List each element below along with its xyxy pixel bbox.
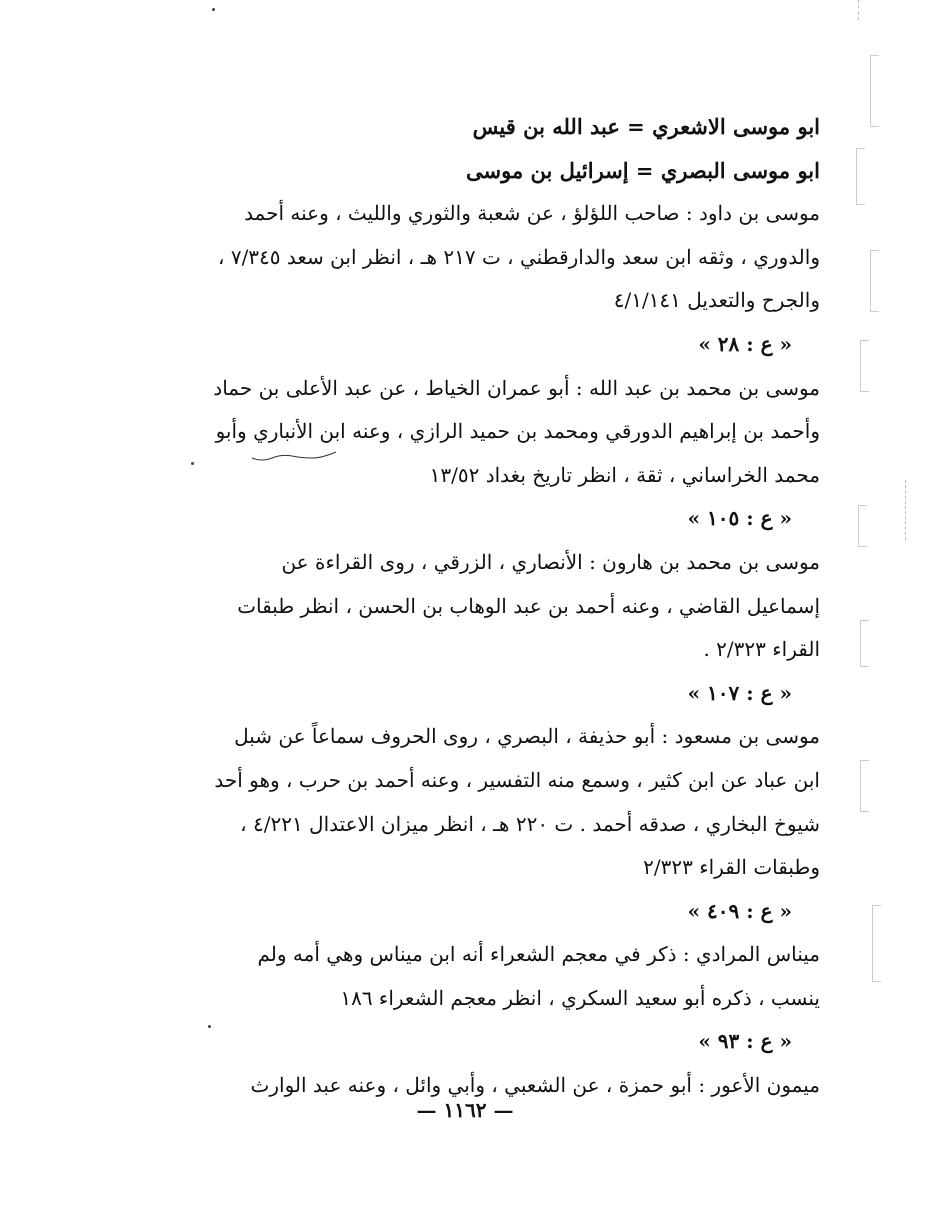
reference-line: « ع : ٩٣ » — [698, 1029, 792, 1054]
scan-margin-bracket — [870, 250, 879, 312]
scan-margin-bracket — [870, 55, 879, 127]
text-line: موسى بن محمد بن عبد الله : أبو عمران الخياط ، عن عبد الأعلى بن حماد — [213, 375, 820, 400]
scan-margin-bracket — [860, 340, 869, 392]
scan-margin-bracket — [860, 620, 869, 667]
scan-margin-bracket — [858, 505, 867, 547]
reference-line: « ع : ٤٠٩ » — [687, 898, 792, 923]
scan-margin-line — [858, 0, 859, 20]
scan-margin-bracket — [856, 148, 865, 205]
reference-line: « ع : ٢٨ » — [698, 331, 792, 356]
text-line: موسى بن مسعود : أبو حذيفة ، البصري ، روى الحروف سماعاً عن شبل — [234, 724, 820, 749]
text-line: وأحمد بن إبراهيم الدورقي ومحمد بن حميد الرازي ، وعنه ابن الأنباري وأبو — [215, 419, 820, 444]
text-line: والجرح والتعديل ٤/١/١٤١ — [613, 288, 820, 313]
text-line: موسى بن داود : صاحب اللؤلؤ ، عن شعبة والثوري والليث ، وعنه أحمد — [244, 201, 820, 226]
text-line: ابو موسى البصري = إسرائيل بن موسى — [466, 157, 820, 183]
scan-margin-line — [905, 480, 906, 540]
text-line: وطبقات القراء ٢/٣٢٣ — [643, 855, 820, 880]
text-line: ابن عباد عن ابن كثير ، وسمع منه التفسير ، وعنه أحمد بن حرب ، وهو أحد — [214, 767, 820, 792]
reference-line: « ع : ١٠٥ » — [687, 506, 792, 531]
text-line: ابو موسى الاشعري = عبد الله بن قيس — [472, 114, 820, 139]
text-line: محمد الخراساني ، ثقة ، انظر تاريخ بغداد ١٣/٥٢ — [429, 462, 820, 487]
text-line: إسماعيل القاضي ، وعنه أحمد بن عبد الوهاب بن الحسن ، انظر طبقات — [237, 593, 820, 618]
text-line: والدوري ، وثقه ابن سعد والدارقطني ، ت ٢١٧ هـ ، انظر ابن سعد ٧/٣٤٥ ، — [218, 244, 820, 269]
text-line: القراء ٢/٣٢٣ . — [703, 637, 820, 662]
scan-margin-bracket — [872, 905, 881, 982]
text-line: شيوخ البخاري ، صدقه أحمد . ت ٢٢٠ هـ ، انظر ميزان الاعتدال ٤/٢٢١ ، — [240, 811, 820, 836]
text-line: ميناس المرادي : ذكر في معجم الشعراء أنه ابن ميناس وهي أمه ولم — [257, 942, 820, 967]
page-number: — ١١٦٢ — — [416, 1098, 514, 1122]
text-line: ميمون الأعور : أبو حمزة ، عن الشعبي ، وأبي وائل ، وعنه عبد الوارث — [250, 1073, 820, 1098]
scan-margin-bracket — [860, 760, 869, 812]
main-text-block — [175, 105, 820, 1108]
reference-line: « ع : ١٠٧ » — [687, 680, 792, 705]
scan-speck — [212, 8, 215, 11]
text-line: ينسب ، ذكره أبو سعيد السكري ، انظر معجم الشعراء ١٨٦ — [340, 985, 820, 1010]
text-line: موسى بن محمد بن هارون : الأنصاري ، الزرقي ، روى القراءة عن — [281, 549, 820, 574]
